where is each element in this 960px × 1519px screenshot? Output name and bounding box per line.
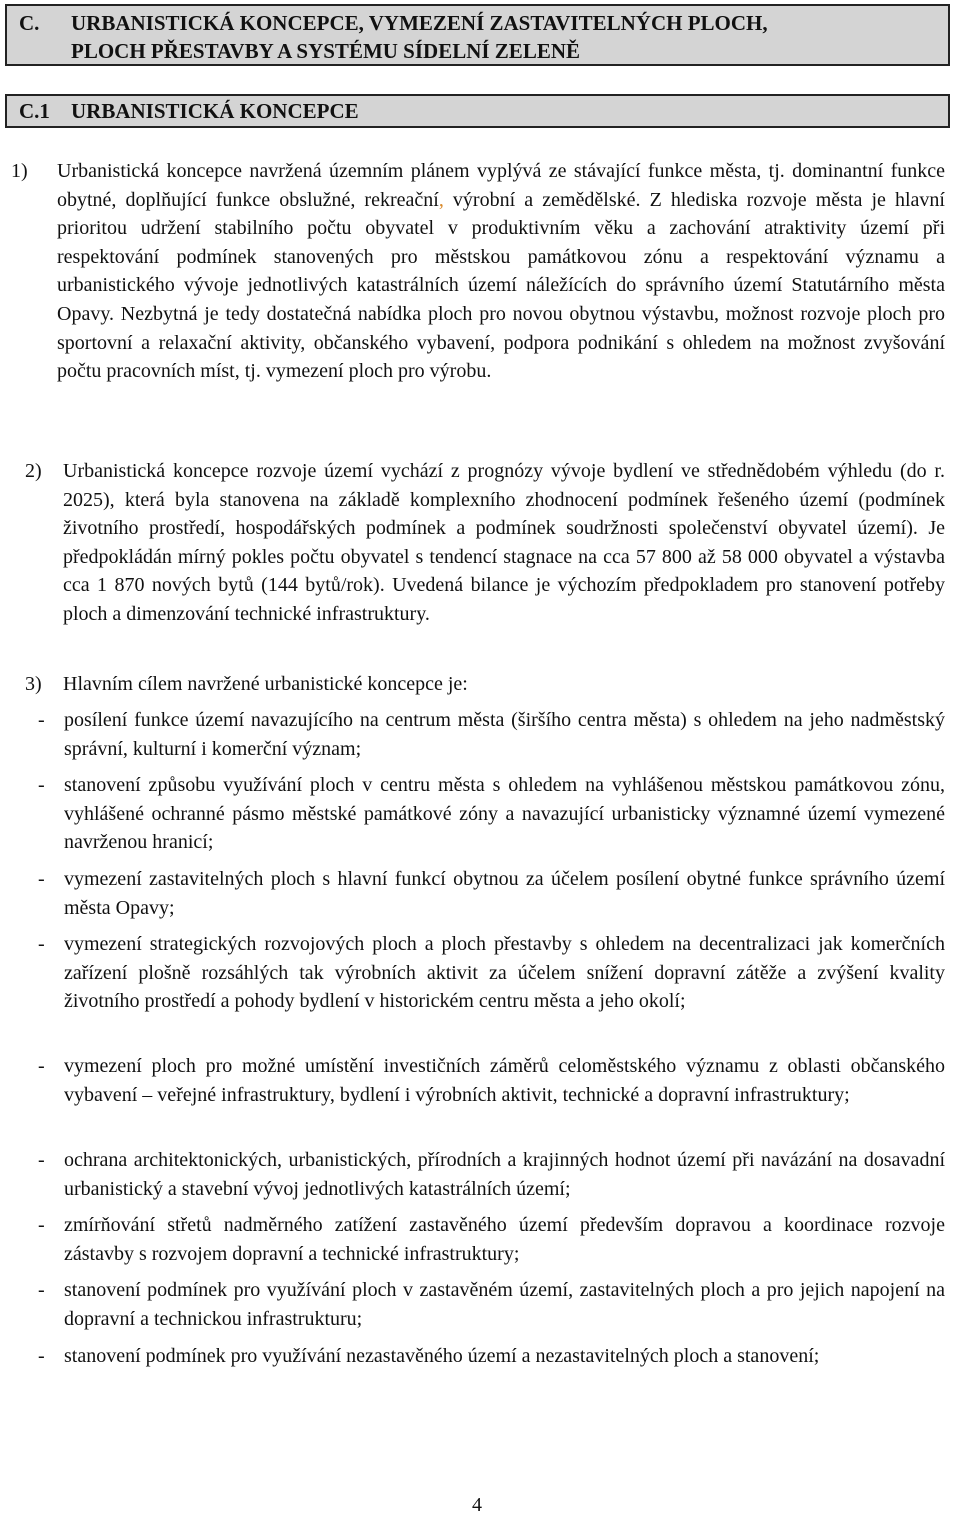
list-item-text: vymezení ploch pro možné umístění investičních záměrů celoměstského významu z oblasti občanského vybavení – veřejné infrastruktury, bydlení i výrobních aktivit, technické a dopravní infrastruktury; bbox=[64, 1055, 945, 1106]
section-c-heading bbox=[5, 4, 950, 66]
list-dash: - bbox=[38, 1055, 45, 1077]
list-item-text: stanovení podmínek pro využívání ploch v zastavěném území, zastavitelných ploch a pro jejich napojení na dopravní a technickou infrastrukturu; bbox=[64, 1279, 945, 1330]
list-item-text: ochrana architektonických, urbanistických, přírodních a krajinných hodnot území při navázání na dosavadní urbanistický a stavební vývoj jednotlivých katastrálních území; bbox=[64, 1149, 945, 1200]
list-item-text: vymezení strategických rozvojových ploch a ploch přestavby s ohledem na decentralizaci jak komerčních zařízení plošně rozsáhlých tak výrobních aktivit za účelem snížení dopravní zátěže a zvýšení kvality životního prostředí a pohody bydlení v historickém centru města a jeho okolí; bbox=[64, 933, 945, 1013]
list-dash: - bbox=[38, 1345, 45, 1367]
section-c-title-line2: PLOCH PŘESTAVBY A SYSTÉMU SÍDELNÍ ZELENĚ bbox=[71, 39, 581, 63]
list-item-text: stanovení podmínek pro využívání nezastavěného území a nezastavitelných ploch a stanovení; bbox=[64, 1345, 820, 1367]
paragraph-1 bbox=[57, 157, 945, 386]
list-dash: - bbox=[38, 709, 45, 731]
paragraph-1-text-a: Urbanistická koncepce navržená územním plánem vyplývá ze stávající funkce města, tj. dominantní funkce obytné, doplňující funkce obslužné, rekreační bbox=[57, 160, 945, 211]
list-item-text: posílení funkce území navazujícího na centrum města (širšího centra města) s ohledem na jeho nadměstský správní, kulturní i komerční význam; bbox=[64, 709, 945, 760]
paragraph-1-text-b: výrobní a zemědělské. Z hlediska rozvoje města je hlavní prioritou udržení stabilního počtu obyvatel v produktivním věku a zachování atraktivity území při respektování podmínek stanovených pro městskou památkovou zónu a respektování významu a urbanistického vývoje jednotlivých katastrálních území náležících do správního území Statutárního města Opavy. Nezbytná je tedy dostatečná nabídka ploch pro novou obytnou výstavbu, možnost rozvoje ploch pro sportovní a relaxační aktivity, občanského vybavení, podpora podnikání s ohledem na možnost zvyšování počtu pracovních míst, tj. vymezení ploch pro výrobu. bbox=[57, 188, 945, 383]
paragraph-1-number: 1) bbox=[11, 160, 28, 182]
list-dash: - bbox=[38, 933, 45, 955]
section-c-title-line1: URBANISTICKÁ KONCEPCE, VYMEZENÍ ZASTAVITELNÝCH PLOCH, bbox=[71, 11, 768, 35]
section-c1-title: URBANISTICKÁ KONCEPCE bbox=[71, 99, 359, 123]
list-item-text: vymezení zastavitelných ploch s hlavní funkcí obytnou za účelem posílení obytné funkce správního území města Opavy; bbox=[64, 868, 945, 919]
list-dash: - bbox=[38, 774, 45, 796]
section-c1-heading bbox=[5, 94, 950, 128]
paragraph-2: Urbanistická koncepce rozvoje území vychází z prognózy vývoje bydlení ve střednědobém výhledu (do r. 2025), která byla stanovena na základě komplexního zhodnocení podmínek řešeného území (podmínek životního prostředí, hospodářských podmínek a podmínek soudržnosti společenství obyvatel území). Je předpokládán mírný pokles počtu obyvatel s tendencí stagnace na cca 57 800 až 58 000 obyvatel a výstavba cca 1 870 nových bytů (144 bytů/rok). Uvedená bilance je výchozím předpokladem pro stanovení potřeby ploch a dimenzování technické infrastruktury. bbox=[63, 460, 945, 625]
paragraph-2-number: 2) bbox=[25, 460, 42, 482]
section-c1-number: C.1 bbox=[19, 99, 50, 123]
page-number: 4 bbox=[472, 1494, 482, 1516]
list-dash: - bbox=[38, 1149, 45, 1171]
list-item-text: stanovení způsobu využívání ploch v centru města s ohledem na vyhlášenou městskou památkovou zónu, vyhlášené ochranné pásmo městské památkové zóny a navazující urbanisticky významné území vymezené navrženou hranicí; bbox=[64, 774, 945, 854]
list-dash: - bbox=[38, 868, 45, 890]
paragraph-3-number: 3) bbox=[25, 673, 42, 695]
list-item-text: zmírňování střetů nadměrného zatížení zastavěného území především dopravou a koordinace rozvoje zástavby s rozvojem dopravní a technické infrastruktury; bbox=[64, 1214, 945, 1265]
paragraph-1-orange-comma: , bbox=[438, 188, 444, 211]
list-dash: - bbox=[38, 1279, 45, 1301]
list-dash: - bbox=[38, 1214, 45, 1236]
section-c-number: C. bbox=[19, 11, 40, 35]
paragraph-3: Hlavním cílem navržené urbanistické koncepce je: bbox=[63, 673, 468, 695]
